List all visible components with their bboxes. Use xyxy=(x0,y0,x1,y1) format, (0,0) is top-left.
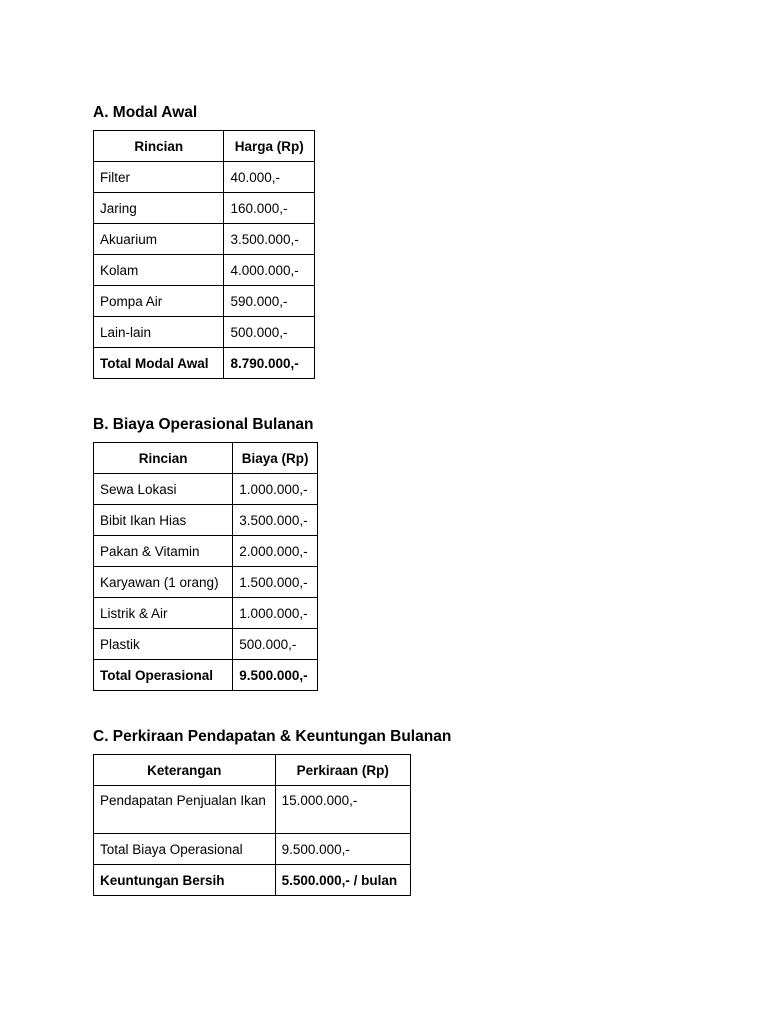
row-item: Pendapatan Penjualan Ikan xyxy=(94,786,276,834)
table-row xyxy=(94,786,411,834)
row-item: Pakan & Vitamin xyxy=(94,536,233,567)
row-item: Jaring xyxy=(94,193,224,224)
row-value: 4.000.000,- xyxy=(224,255,315,286)
total-value: 5.500.000,- / bulan xyxy=(275,865,410,896)
biaya-operasional-table xyxy=(93,442,318,691)
row-value: 15.000.000,- xyxy=(275,786,410,834)
total-label: Keuntungan Bersih xyxy=(94,865,276,896)
pendapatan-keuntungan-table xyxy=(93,754,411,896)
section-a-title: A. Modal Awal xyxy=(93,104,198,121)
row-value: 3.500.000,- xyxy=(224,224,315,255)
table-header-row xyxy=(94,443,318,474)
table-row xyxy=(94,317,315,348)
column-header-rincian: Rincian xyxy=(94,443,233,474)
total-label: Total Operasional xyxy=(94,660,233,691)
total-value: 8.790.000,- xyxy=(224,348,315,379)
table-row xyxy=(94,193,315,224)
row-item: Karyawan (1 orang) xyxy=(94,567,233,598)
row-item: Kolam xyxy=(94,255,224,286)
row-value: 3.500.000,- xyxy=(233,505,318,536)
table-header-row xyxy=(94,131,315,162)
row-item: Akuarium xyxy=(94,224,224,255)
total-row xyxy=(94,865,411,896)
row-value: 500.000,- xyxy=(224,317,315,348)
row-item: Plastik xyxy=(94,629,233,660)
column-header-biaya: Biaya (Rp) xyxy=(233,443,318,474)
table-row xyxy=(94,834,411,865)
row-item: Lain-lain xyxy=(94,317,224,348)
column-header-rincian: Rincian xyxy=(94,131,224,162)
row-value: 1.500.000,- xyxy=(233,567,318,598)
row-value: 9.500.000,- xyxy=(275,834,410,865)
total-value: 9.500.000,- xyxy=(233,660,318,691)
row-value: 500.000,- xyxy=(233,629,318,660)
total-row xyxy=(94,660,318,691)
section-b-title: B. Biaya Operasional Bulanan xyxy=(93,416,314,433)
table-row xyxy=(94,474,318,505)
table-row xyxy=(94,536,318,567)
row-item: Total Biaya Operasional xyxy=(94,834,276,865)
row-item: Bibit Ikan Hias xyxy=(94,505,233,536)
column-header-perkiraan: Perkiraan (Rp) xyxy=(275,755,410,786)
table-row xyxy=(94,598,318,629)
row-item: Filter xyxy=(94,162,224,193)
row-value: 1.000.000,- xyxy=(233,598,318,629)
column-header-harga: Harga (Rp) xyxy=(224,131,315,162)
table-row xyxy=(94,162,315,193)
table-row xyxy=(94,224,315,255)
modal-awal-table xyxy=(93,130,315,379)
section-c-title: C. Perkiraan Pendapatan & Keuntungan Bulanan xyxy=(93,728,452,745)
total-row xyxy=(94,348,315,379)
table-row xyxy=(94,286,315,317)
table-row xyxy=(94,567,318,598)
table-row xyxy=(94,629,318,660)
row-value: 40.000,- xyxy=(224,162,315,193)
table-header-row xyxy=(94,755,411,786)
row-value: 1.000.000,- xyxy=(233,474,318,505)
column-header-keterangan: Keterangan xyxy=(94,755,276,786)
table-row xyxy=(94,255,315,286)
row-item: Pompa Air xyxy=(94,286,224,317)
total-label: Total Modal Awal xyxy=(94,348,224,379)
row-item: Sewa Lokasi xyxy=(94,474,233,505)
table-row xyxy=(94,505,318,536)
row-value: 2.000.000,- xyxy=(233,536,318,567)
row-value: 590.000,- xyxy=(224,286,315,317)
row-value: 160.000,- xyxy=(224,193,315,224)
row-item: Listrik & Air xyxy=(94,598,233,629)
